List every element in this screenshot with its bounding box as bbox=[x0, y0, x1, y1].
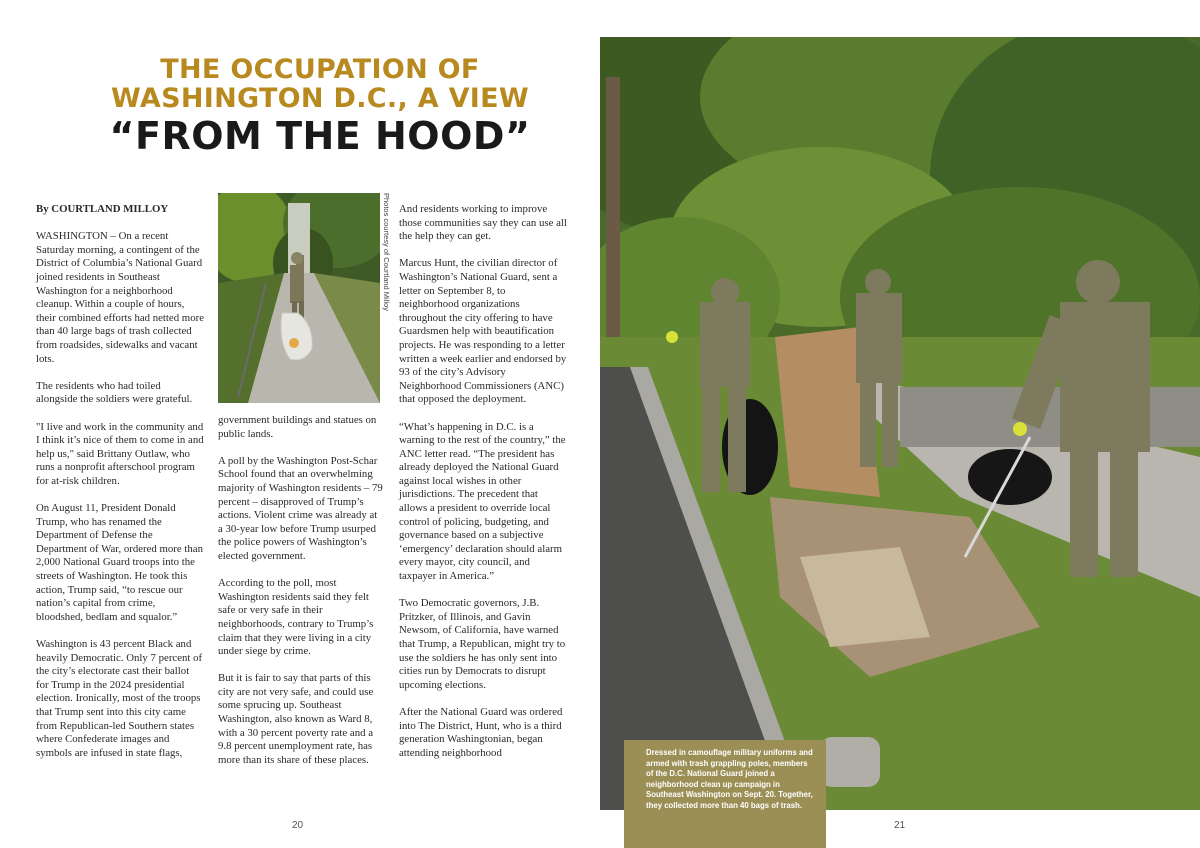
national-guard-cleanup-photo bbox=[600, 37, 1200, 810]
article-column-2 bbox=[218, 414, 384, 781]
paragraph: On August 11, President Donald Trump, who has renamed the Department of Defense the Department of War, ordered more than 2,000 National Guard troops into the streets of Washington. He took this action, Trump said, “to rescue our nation’s capital from crime, bloodshed, bedlam and squalor.” bbox=[36, 502, 203, 623]
paragraph: Marcus Hunt, the civilian director of Washington’s National Guard, sent a letter on September 8, to neighborhood organizations throughout the city offering to have Guardsmen help with beautification projects. He was responding to a letter written a week earlier and endorsed by 93 of the city’s Advisory Neighborhood Commissioners (ANC) that opposed the deployment. bbox=[399, 257, 567, 406]
article-column-3 bbox=[399, 203, 567, 774]
paragraph: government buildings and statues on public lands. bbox=[218, 414, 377, 440]
paragraph: But it is fair to say that parts of this city are not very safe, and could use some sprucing up. Southeast Washington, also known as Ward 8, with a 30 percent poverty rate and a 9.8 percent unemployment rate, has more than its share of these places. bbox=[218, 672, 374, 766]
headline bbox=[60, 55, 580, 157]
paragraph: "I live and work in the community and I think it’s nice of them to come in and help us," said Brittany Outlaw, who runs a nonprofit afterschool program for at-risk children. bbox=[36, 420, 204, 487]
headline-line-1: THE OCCUPATION OF bbox=[160, 54, 480, 85]
headline-line-2: WASHINGTON D.C., A VIEW bbox=[111, 83, 529, 114]
byline: By COURTLAND MILLOY bbox=[36, 203, 169, 215]
paragraph: The residents who had toiled alongside the soldiers were grateful. bbox=[36, 379, 193, 406]
paragraph: WASHINGTON – On a recent Saturday morning, a contingent of the District of Columbia’s National Guard joined residents in Southeast Washington for a neighborhood cleanup. Within a couple of hours, their combined efforts had netted more than 40 large bags of trash collected from roadsides, sidewalks and vacant lots. bbox=[36, 230, 204, 365]
photo-caption: Dressed in camouflage military uniforms and armed with trash grappling poles, members of the D.C. National Guard joined a neighborhood clean up campaign in Southeast Washington on Sept. 20. Together, they collected more than 40 bags of trash. bbox=[624, 740, 826, 848]
paragraph: Two Democratic governors, J.B. Pritzker, of Illinois, and Gavin Newsom, of California, have warned that Trump, a Republican, might try to use the soldiers he has only sent into cities run by Democrats to disrupt upcoming elections. bbox=[399, 597, 566, 691]
page-number-right: 21 bbox=[894, 820, 906, 831]
paragraph: “What’s happening in D.C. is a warning to the rest of the country,” the ANC letter read. “The president has already deployed the National Guard against local wishes in other jurisdictions. The precedent that allows a president to override local control of policing, budgeting, and governance based on a subjective ‘emergency’ declaration should alarm every mayor, city council, and taxpayer in America.” bbox=[399, 420, 566, 583]
photo-credit: Photos courtesy of Courtland Milloy bbox=[382, 193, 391, 311]
headline-line-3: “FROM THE HOOD” bbox=[109, 114, 531, 158]
paragraph: After the National Guard was ordered into The District, Hunt, who is a third generation Washingtonian, began attending neighborhood bbox=[399, 705, 563, 759]
paragraph: And residents working to improve those communities say they can use all the help they can get. bbox=[399, 203, 567, 243]
article-column-1 bbox=[36, 203, 204, 774]
page-number-left: 20 bbox=[292, 820, 304, 831]
sidewalk-cleanup-photo bbox=[218, 193, 380, 403]
paragraph: Washington is 43 percent Black and heavily Democratic. Only 7 percent of the city’s electorate cast their ballot for Trump in the 2024 presidential election. Ironically, most of the troops that Trump sent into this city came from Republican-led Southern states where Confederate images and symbols are infused in state flags, bbox=[36, 638, 203, 759]
paragraph: According to the poll, most Washington residents said they felt safe or very safe in their neighborhoods, contrary to Trump’s claim that they were living in a city under siege by crime. bbox=[218, 577, 374, 658]
paragraph: A poll by the Washington Post-Schar School found that an overwhelming majority of Washington residents – 79 percent – disapproved of Trump’s actions. Violent crime was already at a 30-year low before Trump usurped the police powers of Washington’s elected government. bbox=[218, 454, 383, 562]
